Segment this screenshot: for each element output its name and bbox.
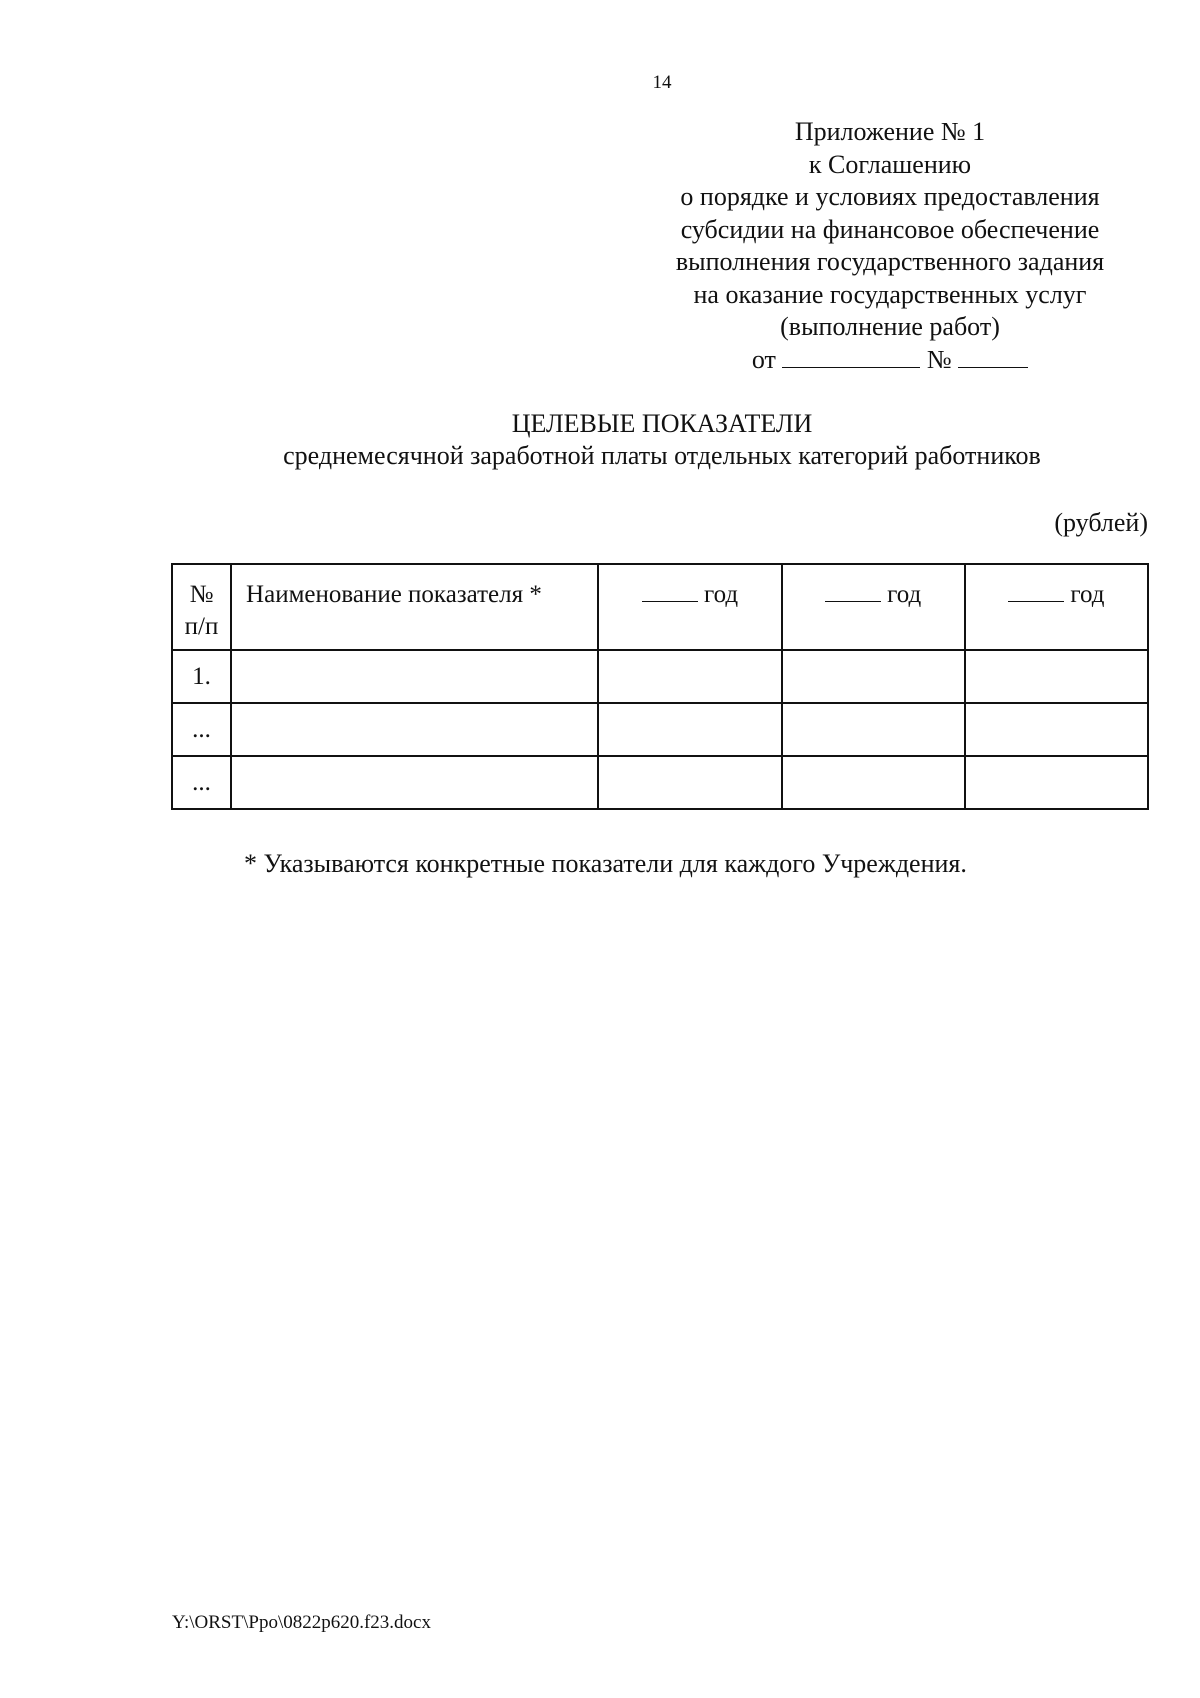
header-year [782, 564, 965, 650]
row-num: ... [172, 703, 231, 756]
row-num: ... [172, 756, 231, 809]
document-title [0, 408, 1200, 472]
year-label: год [1070, 581, 1105, 608]
year-blank [642, 581, 698, 602]
row-name-cell [231, 650, 598, 703]
table-row [172, 703, 1148, 756]
appendix-line: о порядке и условиях предоставления [680, 182, 1100, 211]
year-label: год [703, 581, 739, 608]
row-year-cell [965, 703, 1148, 756]
number-blank [958, 345, 1028, 368]
year-blank [1008, 581, 1064, 602]
appendix-header [640, 116, 1140, 376]
appendix-line: (выполнение работ) [780, 312, 1000, 341]
page-number: 14 [652, 72, 672, 93]
appendix-date-line [640, 344, 1140, 377]
row-name-cell [231, 756, 598, 809]
table-row [172, 756, 1148, 809]
indicators-table [171, 563, 1149, 810]
date-prefix: от [751, 344, 776, 374]
header-name: Наименование показателя * [231, 564, 598, 650]
header-num-line2: п/п [184, 613, 219, 640]
appendix-line: к Соглашению [808, 149, 972, 179]
title-subheading: среднемесячной заработной платы отдельных категорий работников [283, 441, 1041, 470]
year-label: год [887, 581, 922, 608]
row-year-cell [782, 650, 965, 703]
appendix-line: на оказание государственных услуг [693, 279, 1087, 309]
header-year [598, 564, 781, 650]
row-year-cell [965, 650, 1148, 703]
year-blank [825, 581, 881, 602]
date-blank [782, 345, 920, 368]
footnote: * Указываются конкретные показатели для каждого Учреждения. [244, 849, 967, 878]
units-label: (рублей) [1054, 508, 1148, 537]
row-year-cell [598, 703, 781, 756]
table-header-row [172, 564, 1148, 650]
appendix-line: субсидии на финансовое обеспечение [680, 214, 1100, 244]
row-year-cell [782, 756, 965, 809]
header-num-line1: № [189, 581, 214, 608]
title-heading: ЦЕЛЕВЫЕ ПОКАЗАТЕЛИ [511, 409, 813, 438]
appendix-line: Приложение № 1 [794, 117, 986, 146]
row-num: 1. [172, 650, 231, 703]
row-year-cell [965, 756, 1148, 809]
appendix-line: выполнения государственного задания [675, 247, 1105, 276]
table-row [172, 650, 1148, 703]
file-path: Y:\ORST\Ppo\0822p620.f23.docx [172, 1612, 431, 1633]
header-num [172, 564, 231, 650]
row-year-cell [782, 703, 965, 756]
header-year [965, 564, 1148, 650]
row-name-cell [231, 703, 598, 756]
row-year-cell [598, 650, 781, 703]
number-sign: № [926, 344, 952, 374]
row-year-cell [598, 756, 781, 809]
